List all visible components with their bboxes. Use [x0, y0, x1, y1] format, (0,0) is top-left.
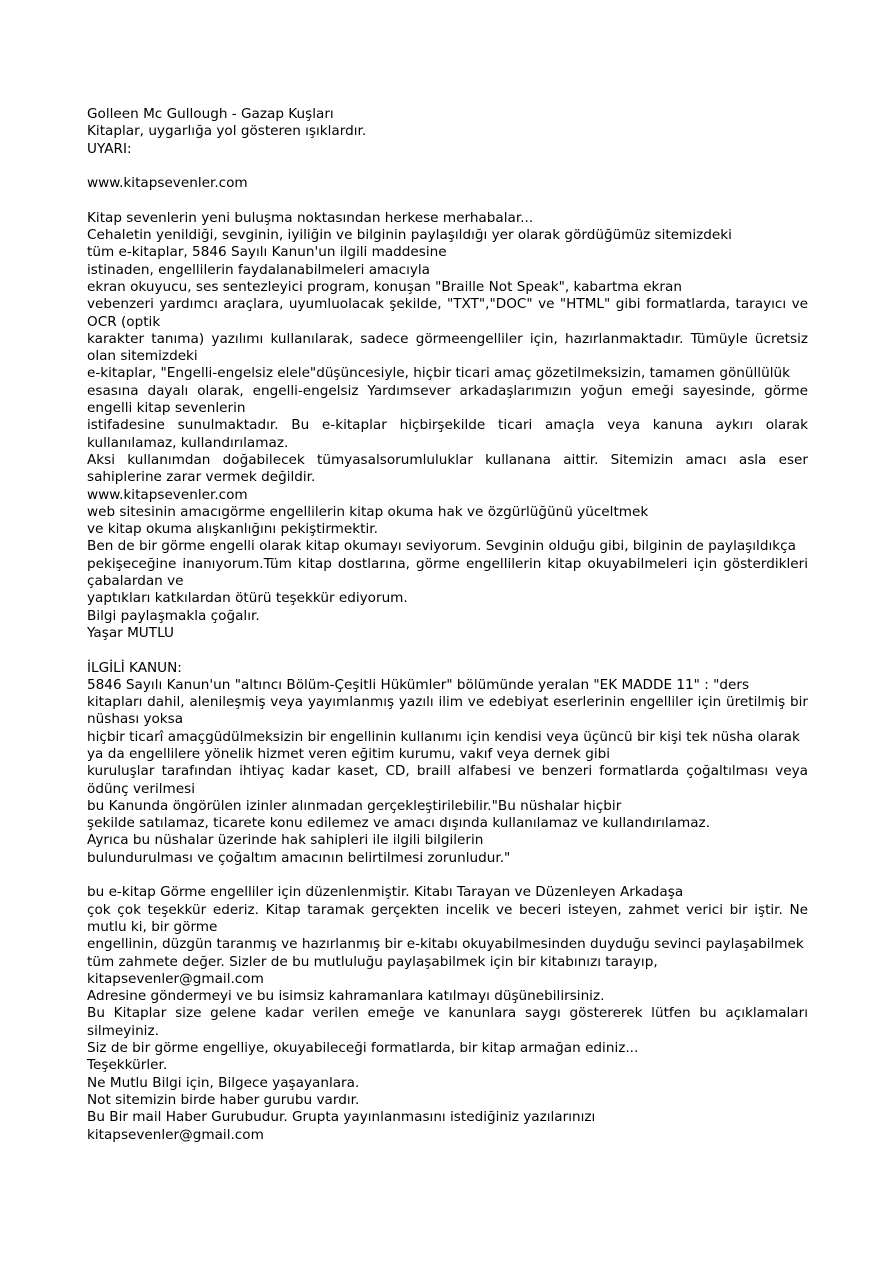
text-line: Bu Kitaplar size gelene kadar verilen emeğe ve kanunlara saygı göstererek lütfen bu açıklamaları silmeyiniz.: [87, 1005, 808, 1039]
text-line: Aksi kullanımdan doğabilecek tümyasalsorumluluklar kullanana aittir. Sitemizin amacı asla eser sahiplerine zarar vermek değildir.: [87, 451, 808, 486]
text-line: hiçbir ticarî amaçgüdülmeksizin bir engellinin kullanımı için kendisi veya üçüncü bir kişi tek nüsha olarak: [87, 728, 800, 745]
law-heading: İLGİLİ KANUN:: [87, 659, 182, 676]
email-address: kitapsevenler@gmail.com: [87, 1126, 264, 1143]
spacer: [87, 642, 808, 659]
text-line: karakter tanıma) yazılımı kullanılarak, sadece görmeengelliler için, hazırlanmaktadır. Tümüyle ücretsiz olan sitemizdeki: [87, 330, 808, 365]
text-line: Teşekkürler.: [87, 1057, 168, 1074]
intro-paragraph: [87, 210, 808, 487]
text-line: Ne Mutlu Bilgi için, Bilgece yaşayanlara.: [87, 1074, 360, 1091]
text-line: 5846 Sayılı Kanun'un "altıncı Bölüm-Çeşitli Hükümler" bölümünde yeralan "EK MADDE 11" : "ders: [87, 676, 750, 693]
text-line: tüm e-kitaplar, 5846 Sayılı Kanun'un ilgili maddesine: [87, 244, 447, 261]
text-line: Adresine göndermeyi ve bu isimsiz kahramanlara katılmayı düşünebilirsiniz.: [87, 988, 605, 1005]
text-line: istifadesine sunulmaktadır. Bu e-kitaplar hiçbirşekilde ticari amaçla veya kanuna aykırı olarak kullanılamaz, kullandırılamaz.: [87, 417, 808, 451]
text-line: Bilgi paylaşmakla çoğalır.: [87, 607, 260, 624]
text-line: bulundurulması ve çoğaltım amacının belirtilmesi zorunludur.": [87, 849, 511, 866]
book-title: Golleen Mc Gullough - Gazap Kuşları: [87, 106, 334, 122]
motto: Kitaplar, uygarlığa yol gösteren ışıklardır.: [87, 123, 367, 140]
text-line: şekilde satılamaz, ticarete konu edilemez ve amacı dışında kullanılamaz ve kullandırılamaz.: [87, 815, 711, 832]
text-line: vebenzeri yardımcı araçlara, uyumluolacak şekilde, "TXT","DOC" ve "HTML" gibi formatlarda, tarayıcı ve OCR (optik: [87, 296, 808, 330]
text-line: Kitap sevenlerin yeni buluşma noktasından herkese merhabalar...: [87, 209, 534, 226]
text-line: Ayrıca bu nüshalar üzerinde hak sahipleri ile ilgili bilgilerin: [87, 832, 484, 849]
text-line: yaptıkları katkılardan ötürü teşekkür ediyorum.: [87, 590, 408, 607]
text-line: kuruluşlar tarafından ihtiyaç kadar kaset, CD, braill alfabesi ve benzeri formatlarda çoğaltılması veya ödünç verilmesi: [87, 763, 808, 797]
text-line: ve kitap okuma alışkanlığını pekiştirmektir.: [87, 521, 378, 538]
text-line: Siz de bir görme engelliye, okuyabileceği formatlarda, bir kitap armağan ediniz...: [87, 1040, 639, 1057]
email-address: kitapsevenler@gmail.com: [87, 970, 264, 987]
text-line: engellinin, düzgün taranmış ve hazırlanmış bir e-kitabı okuyabilmesinden duyduğu sevinci paylaşabilmek: [87, 936, 804, 953]
text-line: Not sitemizin birde haber gurubu vardır.: [87, 1091, 360, 1108]
text-line: tüm zahmete değer. Sizler de bu mutluluğu paylaşabilmek için bir kitabınızı tarayıp,: [87, 953, 658, 970]
text-line: bu e-kitap Görme engelliler için düzenlenmiştir. Kitabı Tarayan ve Düzenleyen Arkadaşa: [87, 884, 684, 901]
spacer: [87, 158, 808, 175]
text-line: ekran okuyucu, ses sentezleyici program, konuşan "Braille Not Speak", kabartma ekran: [87, 278, 682, 295]
spacer: [87, 867, 808, 884]
site-url-secondary: www.kitapsevenler.com: [87, 486, 248, 503]
warning-label: UYARI:: [87, 140, 132, 157]
law-section: [87, 660, 808, 868]
signature-name: Yaşar MUTLU: [87, 624, 174, 641]
text-line: esasına dayalı olarak, engelli-engelsiz Yardımsever arkadaşlarımızın yoğun emeği sayesinde, görme engelli kitap sevenlerin: [87, 382, 808, 417]
document-body: [87, 106, 808, 1144]
text-line: bu Kanunda öngörülen izinler alınmadan gerçekleştirilebilir."Bu nüshalar hiçbir: [87, 797, 622, 814]
text-line: Bu Bir mail Haber Gurubudur. Grupta yayınlanmasını istediğiniz yazılarınızı: [87, 1109, 596, 1126]
text-line: Cehaletin yenildiği, sevginin, iyiliğin ve bilginin paylaşıldığı yer olarak gördüğümüz sitemizdeki: [87, 227, 732, 244]
text-line: kitapları dahil, alenileşmiş veya yayımlanmış yazılı ilim ve edebiyat eserlerinin engelliler için üretilmiş bir nüshası yoksa: [87, 694, 808, 728]
site-url: www.kitapsevenler.com: [87, 175, 248, 192]
text-line: ya da engellilere yönelik hizmet veren eğitim kurumu, vakıf veya dernek gibi: [87, 745, 611, 762]
text-line: pekişeceğine inanıyorum.Tüm kitap dostlarına, görme engellilerin kitap okuyabilmeleri için gösterdikleri çabalardan ve: [87, 555, 808, 590]
spacer: [87, 192, 808, 209]
text-line: çok çok teşekkür ederiz. Kitap taramak gerçekten incelik ve beceri isteyen, zahmet verici bir iştir. Ne mutlu ki, bir görme: [87, 901, 808, 935]
text-line: e-kitaplar, "Engelli-engelsiz elele"düşüncesiyle, hiçbir ticari amaç gözetilmeksizin, tamamen gönüllülük: [87, 365, 790, 382]
text-line: istinaden, engellilerin faydalanabilmeleri amacıyla: [87, 261, 430, 278]
header-block: [87, 106, 808, 158]
text-line: Ben de bir görme engelli olarak kitap okumayı seviyorum. Sevginin olduğu gibi, bilginin de paylaşıldıkça: [87, 538, 796, 555]
text-line: web sitesinin amacıgörme engellilerin kitap okuma hak ve özgürlüğünü yüceltmek: [87, 503, 649, 520]
purpose-paragraph: [87, 504, 808, 642]
thanks-section: [87, 884, 808, 1143]
